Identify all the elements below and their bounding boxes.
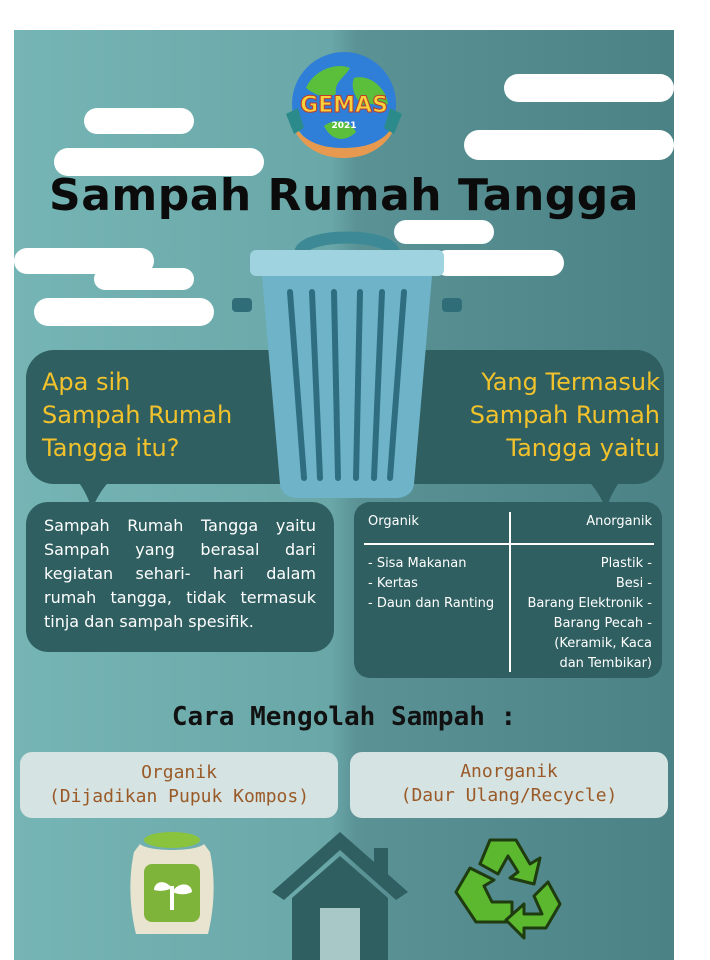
list-item: - Daun dan Ranting: [368, 596, 495, 611]
question-line-1: Apa sih: [42, 368, 131, 396]
list-item: - Sisa Makanan: [368, 556, 467, 571]
logo-year: 2021: [331, 121, 357, 131]
trash-can-icon: [232, 226, 462, 516]
included-heading: [470, 366, 660, 465]
cloud-right-top: [464, 74, 674, 164]
included-line-3: Tangga yaitu: [506, 434, 660, 462]
organic-list: [368, 554, 494, 614]
included-line-1: Yang Termasuk: [481, 368, 660, 396]
inorganic-header: Anorganik: [586, 514, 652, 529]
inorganic-method-detail: (Daur Ulang/Recycle): [400, 785, 618, 806]
section-title: Cara Mengolah Sampah :: [171, 702, 517, 732]
organic-header: Organik: [368, 514, 419, 529]
inorganic-method-label: Anorganik: [460, 761, 558, 782]
question-line-2: Sampah Rumah: [42, 401, 233, 429]
list-item: dan Tembikar): [559, 656, 652, 671]
question-line-3: Tangga itu?: [42, 434, 180, 462]
included-line-2: Sampah Rumah: [469, 401, 660, 429]
cloud-left-top: [54, 108, 264, 178]
description-text: Sampah Rumah Tangga yaitu Sampah yang berasal dari kegiatan sehari- hari dalam rumah tangga, tidak termasuk tinja dan sampah spesifik.: [44, 516, 316, 631]
list-item: (Keramik, Kaca: [554, 636, 652, 651]
organic-method-pill: [20, 752, 338, 818]
cloud-left-mid: [14, 248, 214, 328]
list-item: - Kertas: [368, 576, 418, 591]
inorganic-list: [514, 554, 652, 674]
list-item: Barang Elektronik -: [527, 596, 652, 611]
organic-method-label: Organik: [141, 762, 217, 783]
table-divider-vertical: [509, 512, 511, 672]
logo-text: GEMAS: [300, 93, 388, 118]
house-icon: [270, 828, 410, 960]
inorganic-method-pill: [350, 752, 668, 818]
recycle-icon: [450, 834, 562, 940]
compost-sack-icon: [126, 830, 218, 938]
list-item: Plastik -: [600, 556, 652, 571]
earth-hands-logo-icon: [284, 48, 404, 168]
poster: [14, 30, 674, 960]
organic-method-detail: (Dijadikan Pupuk Kompos): [48, 786, 310, 807]
list-item: Barang Pecah -: [553, 616, 652, 631]
question-text: [42, 366, 232, 465]
list-item: Besi -: [615, 576, 652, 591]
page-title: Sampah Rumah Tangga: [49, 170, 639, 221]
